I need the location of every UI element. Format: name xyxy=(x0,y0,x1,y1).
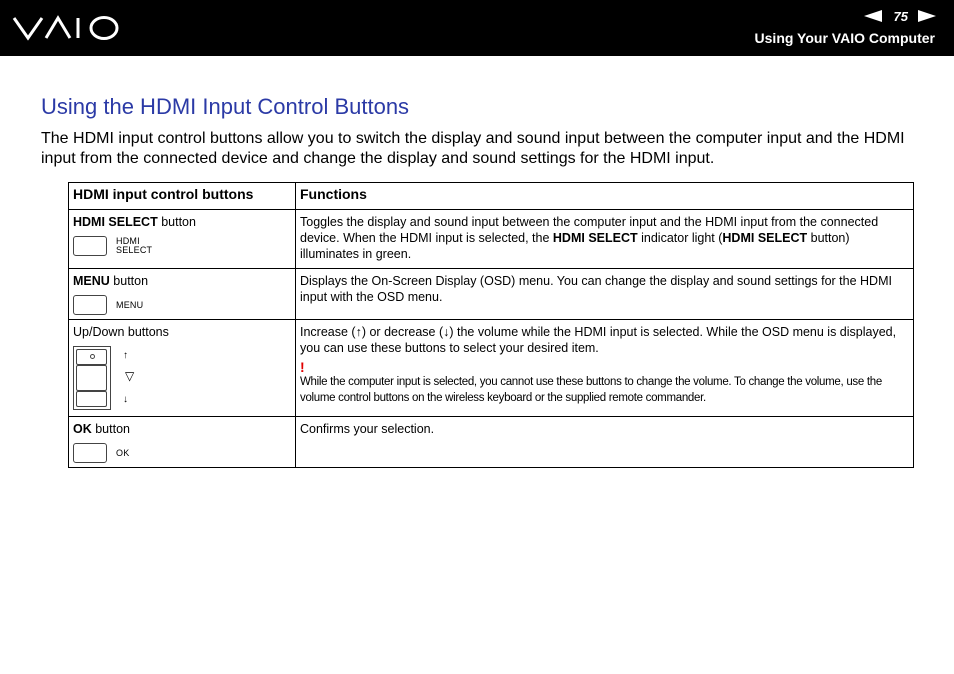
up-arrow-icon: ↑ xyxy=(123,350,128,361)
button-cell xyxy=(69,417,296,468)
key-label: HDMI SELECT xyxy=(116,236,153,255)
down-arrow-icon: ↓ xyxy=(123,394,128,405)
page-number: 75 xyxy=(893,8,908,24)
button-name: MENU xyxy=(73,274,110,288)
ok-key-icon xyxy=(73,443,107,463)
page-navigation xyxy=(864,7,936,25)
up-down-key-frame xyxy=(73,346,111,410)
ok-key-illustration xyxy=(73,443,291,463)
function-cell: Displays the On-Screen Display (OSD) menu. You can change the display and sound settings for the HDMI input with the OSD menu. xyxy=(296,269,914,320)
menu-key-illustration xyxy=(73,295,291,315)
section-title: Using Your VAIO Computer xyxy=(754,30,935,46)
up-down-key-illustration xyxy=(73,346,291,412)
key-label: OK xyxy=(116,447,130,458)
next-page-icon[interactable] xyxy=(918,10,936,22)
previous-page-icon[interactable] xyxy=(864,10,882,22)
function-text: Increase (↑) or decrease (↓) the volume while the HDMI input is selected. While the OSD menu is displayed, you can use these buttons to select your desired item. xyxy=(300,325,897,355)
button-suffix: button xyxy=(157,215,196,229)
button-suffix: button xyxy=(91,422,130,436)
column-header-functions: Functions xyxy=(296,183,914,210)
button-name: OK xyxy=(73,422,92,436)
menu-key-icon xyxy=(73,295,107,315)
button-cell xyxy=(69,210,296,269)
tactile-dot-icon xyxy=(90,354,95,359)
button-name: HDMI SELECT xyxy=(73,215,158,229)
key-label: MENU xyxy=(116,299,144,310)
button-cell xyxy=(69,320,296,417)
down-key-icon xyxy=(76,391,107,407)
volume-icon: ▽ xyxy=(125,369,135,383)
table-row-ok xyxy=(69,417,914,468)
column-header-buttons: HDMI input control buttons xyxy=(69,183,296,210)
table-row-hdmi-select xyxy=(69,210,914,269)
function-cell: Toggles the display and sound input between the computer input and the HDMI input from the connected device. When the HDMI input is selected, the HDMI SELECT indicator light (HDMI SELECT button) illuminates in green. xyxy=(296,210,914,269)
button-cell xyxy=(69,269,296,320)
intro-paragraph: The HDMI input control buttons allow you to switch the display and sound input between the computer input and the HDMI input from the connected device and change the display and sound settings for the HDMI input. xyxy=(41,130,905,167)
table-header-row xyxy=(69,183,914,210)
vaio-logo xyxy=(12,12,122,44)
page-title: Using the HDMI Input Control Buttons xyxy=(41,94,410,119)
up-arrow-icon: ↑ xyxy=(355,325,362,339)
button-name: Up/Down buttons xyxy=(73,325,169,339)
function-cell: Confirms your selection. xyxy=(296,417,914,468)
button-suffix: button xyxy=(109,274,149,288)
hdmi-select-key-illustration xyxy=(73,236,291,256)
warning-icon: ! xyxy=(300,359,305,375)
table-row-menu xyxy=(69,269,914,320)
page-header xyxy=(0,0,954,56)
hdmi-buttons-table xyxy=(68,182,914,468)
table-row-up-down xyxy=(69,320,914,417)
hdmi-select-key-icon xyxy=(73,236,107,256)
down-arrow-icon: ↓ xyxy=(443,325,450,339)
warning-note: While the computer input is selected, you cannot use these buttons to change the volume. To change the volume, use the volume control buttons on the wireless keyboard or the supplied remote commander. xyxy=(300,376,882,404)
function-cell xyxy=(296,320,914,417)
volume-key-icon xyxy=(76,365,107,391)
